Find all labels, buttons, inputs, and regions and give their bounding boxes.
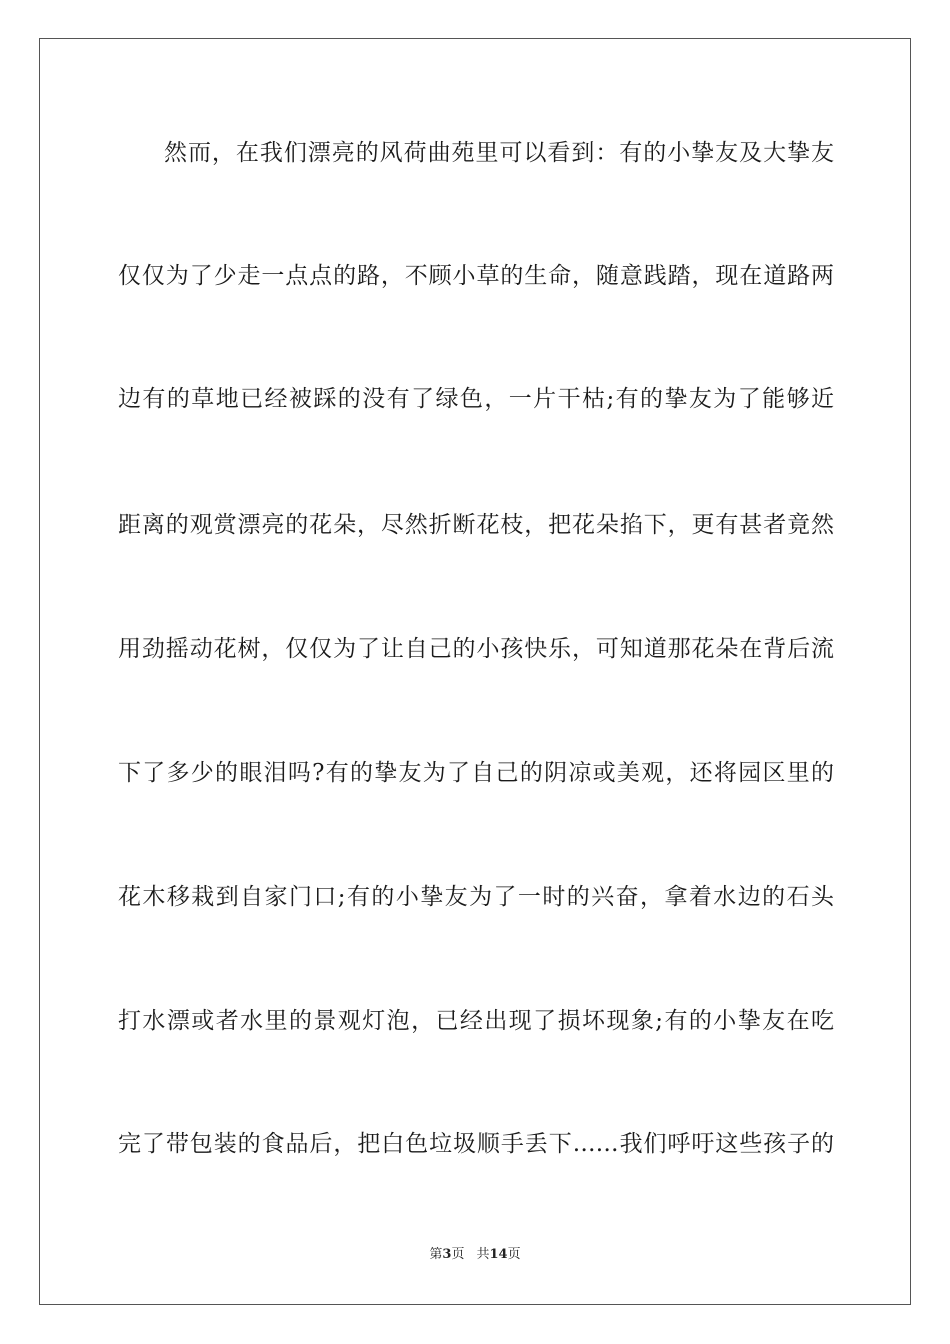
text-line-2: 仅仅为了少走一点点的路，不顾小草的生命，随意践踏，现在道路两 <box>118 263 834 289</box>
page-prefix: 第 <box>429 1247 443 1262</box>
page-footer <box>0 1246 950 1264</box>
text-line-6: 下了多少的眼泪吗?有的挚友为了自己的阴凉或美观，还将园区里的 <box>118 760 834 786</box>
page-total: 14 <box>489 1247 508 1262</box>
text-line-1: 然而，在我们漂亮的风荷曲苑里可以看到：有的小挚友及大挚友 <box>164 140 834 166</box>
total-suffix: 页 <box>507 1247 521 1262</box>
text-line-3: 边有的草地已经被踩的没有了绿色，一片干枯;有的挚友为了能够近 <box>118 386 834 412</box>
text-line-8: 打水漂或者水里的景观灯泡，已经出现了损坏现象;有的小挚友在吃 <box>118 1008 834 1034</box>
text-line-9: 完了带包装的食品后，把白色垃圾顺手丢下……我们呼吁这些孩子的 <box>118 1131 834 1157</box>
text-line-5: 用劲摇动花树，仅仅为了让自己的小孩快乐，可知道那花朵在背后流 <box>118 636 834 662</box>
page-suffix: 页 <box>451 1247 465 1262</box>
page-border <box>39 38 911 1305</box>
text-line-7: 花木移栽到自家门口;有的小挚友为了一时的兴奋，拿着水边的石头 <box>118 884 834 910</box>
page-current: 3 <box>442 1247 452 1262</box>
text-line-4: 距离的观赏漂亮的花朵，尽然折断花枝，把花朵掐下，更有甚者竟然 <box>118 512 834 538</box>
total-prefix: 共 <box>476 1247 490 1262</box>
